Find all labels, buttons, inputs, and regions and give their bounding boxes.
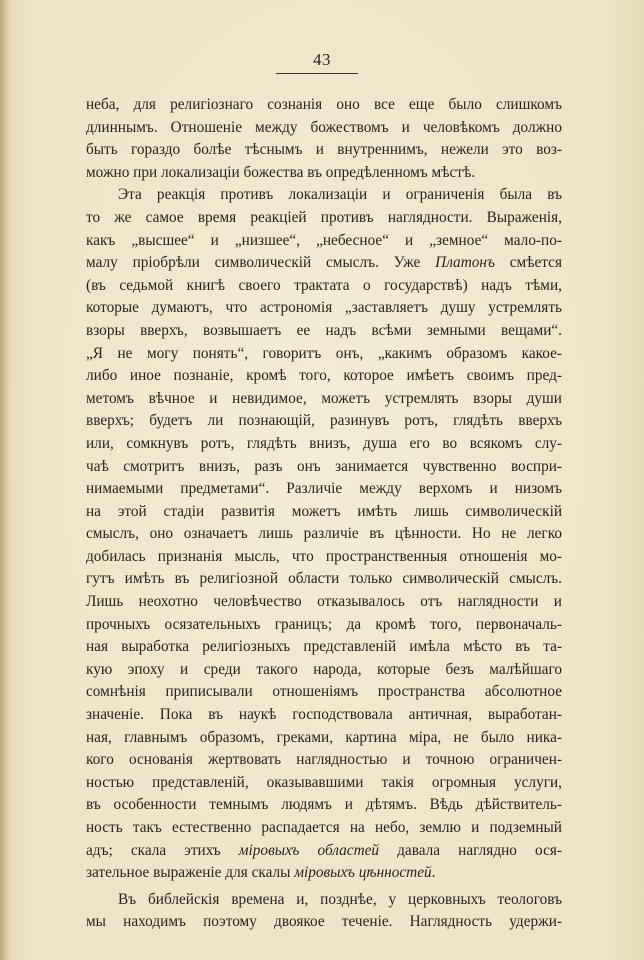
text-line: ная выработка религіозныхъ представленій имѣла мѣсто въ та- — [86, 638, 562, 656]
header-rule — [276, 73, 358, 74]
text-line: то же самое время реакціей противъ наглядности. Выраженія, — [86, 208, 562, 226]
text-line: прочныхъ осязательныхъ границъ; да кромѣ того, первоначаль- — [86, 615, 562, 633]
text-line: которые думаютъ, что астрономія „заставляетъ душу устремлять — [86, 299, 562, 317]
text-line: ностью представленій, оказывавшими такія огромныя услуги, — [86, 773, 562, 791]
body-text — [86, 94, 562, 934]
text-line: нимаемыми предметами“. Различіе между верхомъ и низомъ — [86, 480, 562, 498]
text-line: ная, главнымъ образомъ, греками, картина міра, не было ника- — [86, 728, 562, 746]
text-line: значеніе. Пока въ наукѣ господствовала античная, выработан- — [86, 706, 562, 724]
text-line: либо иное познаніе, кромѣ того, которое имѣетъ своимъ пред- — [86, 367, 562, 385]
text-line — [86, 840, 562, 863]
text-line: неба, для религіознаго сознанія оно все еще было слишкомъ — [86, 96, 562, 113]
text-line: добилась признанія мысль, что пространственныя отношенія мо- — [86, 547, 562, 565]
paragraph-start-line: Эта реакція противъ локализаціи и ограниченія была въ — [118, 186, 562, 204]
text-line: длиннымъ. Отношеніе между божествомъ и человѣкомъ должно — [86, 118, 562, 136]
text-line: вверхъ; будетъ ли познающій, разинувъ ротъ, глядѣть вверхъ — [86, 412, 562, 430]
text-run: адъ; скала этихъ — [86, 841, 239, 859]
text-run: малу пріобрѣли символическій смыслъ. Уже — [86, 254, 436, 272]
italic-phrase: міровыхъ цѣнностей — [294, 864, 432, 882]
text-line: гутъ имѣть въ религіозной области только символическій смыслъ. — [86, 570, 562, 588]
text-line: взоры вверхъ, возвышаетъ ее надъ всѣми земными вещами“. — [86, 321, 562, 339]
text-run: . — [431, 864, 436, 882]
text-line: какъ „высшее“ и „низшее“, „небесное“ и „земное“ мало-по- — [86, 231, 562, 249]
italic-name: Платонъ — [435, 254, 495, 272]
text-line: чаѣ смотритъ внизъ, разъ онъ занимается чувственно воспри- — [86, 457, 562, 475]
text-run: смѣется — [494, 254, 562, 272]
text-line — [86, 252, 562, 275]
page-spine-shadow — [0, 0, 10, 960]
text-line: или, сомкнувъ ротъ, глядѣть внизъ, душа его во всякомъ слу- — [86, 434, 562, 452]
text-line: въ особенности темнымъ людямъ и дѣтямъ. Вѣдь дѣйствитель- — [86, 796, 562, 814]
text-line: на этой стадіи развитія можетъ имѣть лишь символическій — [86, 502, 562, 520]
text-line: (въ седьмой книгѣ своего трактата о государствѣ) надъ тѣми, — [86, 276, 562, 294]
text-run: зательное выраженіе для скалы — [86, 864, 295, 882]
text-line: метомъ вѣчное и невидимое, можетъ устремлять взоры души — [86, 389, 562, 407]
paragraph-start-line: Въ библейскія времена и, позднѣе, у церковныхъ теологовъ — [118, 890, 562, 908]
text-line: сомнѣнія приписывали отношеніямъ пространства абсолютное — [86, 683, 562, 701]
text-line: кую эпоху и среди такого народа, которые безъ малѣйшаго — [86, 660, 562, 678]
text-line: смыслъ, оно означаетъ лишь различіе въ цѣнности. Но не легко — [86, 525, 562, 543]
text-line: „Я не могу понять“, говоритъ онъ, „какимъ образомъ какое- — [86, 344, 562, 362]
text-run: давала наглядно ося- — [379, 841, 562, 859]
italic-phrase: міровыхъ областей — [238, 841, 380, 859]
text-line: можно при локализаціи божества въ опредѣленномъ мѣстѣ. — [86, 163, 476, 181]
text-line — [86, 862, 562, 885]
page-number: 43 — [313, 50, 331, 69]
text-line: кого основанія жертвовать наглядностью и точною ограничен- — [86, 751, 562, 769]
text-line: ность такъ естественно распадается на небо, землю и подземный — [86, 819, 562, 836]
text-line: быть гораздо болѣе тѣснымъ и внутреннимъ, нежели это воз- — [86, 141, 562, 159]
text-line: Лишь неохотно человѣчество отказывалось отъ наглядности и — [86, 593, 562, 611]
text-line: мы находимъ поэтому двоякое теченіе. Наглядность удержи- — [86, 913, 562, 931]
